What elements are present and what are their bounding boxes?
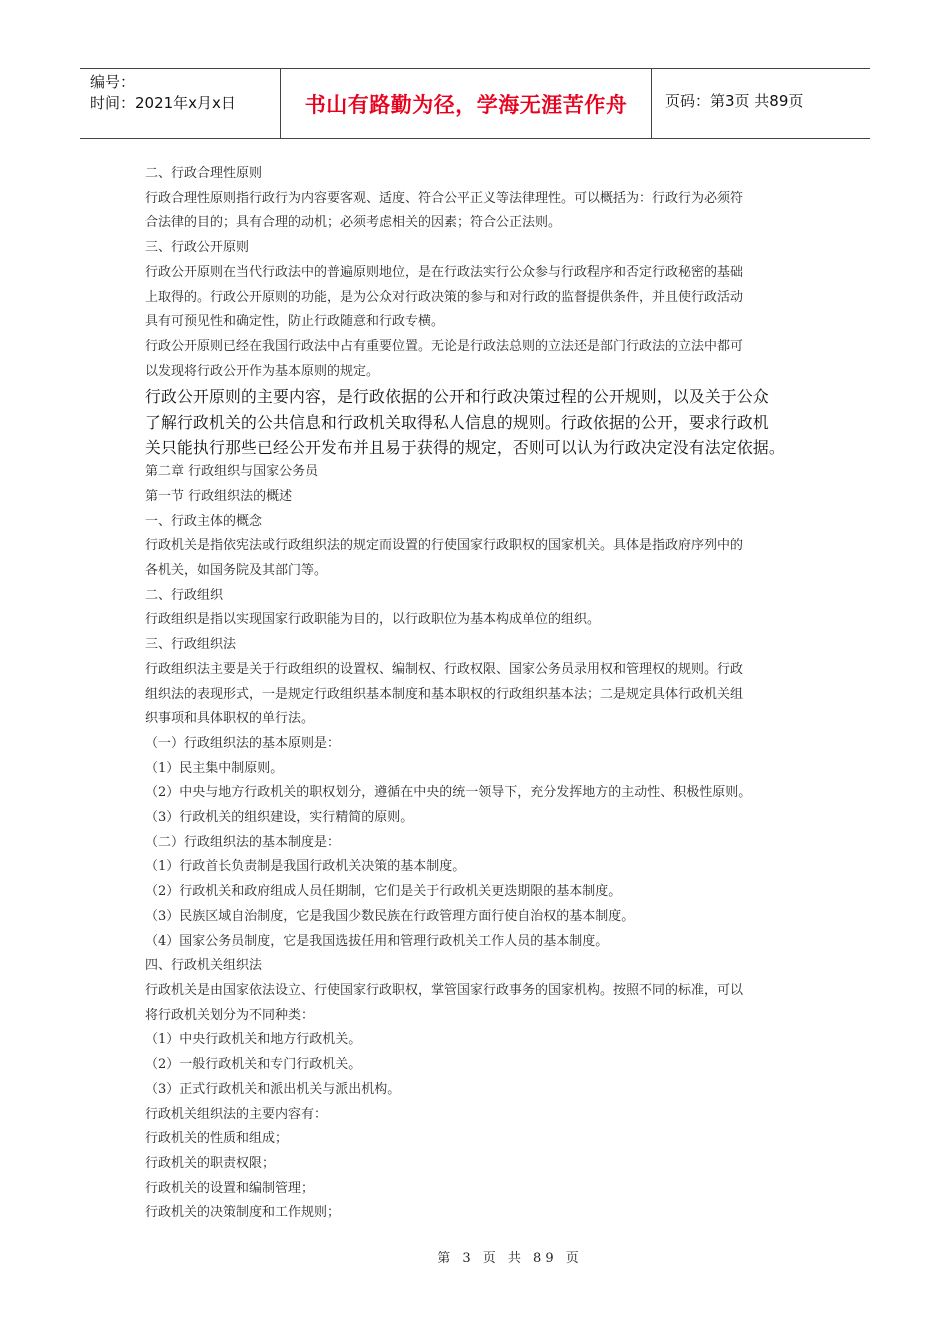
section-heading: 第一节 行政组织法的概述 <box>145 488 293 504</box>
list-item: （1）民主集中制原则。 <box>145 760 284 776</box>
header-page-info: 页码：第3页 共89页 <box>665 92 804 110</box>
list-item: （2）一般行政机关和专门行政机关。 <box>145 1057 362 1073</box>
emphasis-line: 了解行政机关的公共信息和行政机关取得私人信息的规则。行政依据的公开，要求行政机 <box>145 412 769 432</box>
document-body <box>145 162 817 1226</box>
body-line: 四、行政机关组织法 <box>145 958 263 974</box>
body-line: 行政机关是由国家依法设立、行使国家行政职权，掌管国家行政事务的国家机构。按照不同的标准，可以 <box>145 982 744 998</box>
page-footer: 第 3 页 共 89 页 <box>437 1251 583 1266</box>
list-item: （1）中央行政机关和地方行政机关。 <box>145 1032 362 1048</box>
body-line: 行政机关的决策制度和工作规则； <box>145 1205 341 1221</box>
body-line: 三、行政组织法 <box>145 637 237 653</box>
body-line: （一）行政组织法的基本原则是： <box>145 735 341 751</box>
emphasis-line: 行政公开原则的主要内容，是行政依据的公开和行政决策过程的公开规则，以及关于公众 <box>145 387 769 407</box>
body-line: 上取得的。行政公开原则的功能，是为公众对行政决策的参与和对行政的监督提供条件，并且使行政活动 <box>145 289 744 305</box>
body-line: 将行政机关划分为不同种类： <box>145 1007 315 1023</box>
body-line: 行政机关是指依宪法或行政组织法的规定而设置的行使国家行政职权的国家机关。具体是指政府序列中的 <box>145 538 744 554</box>
body-line: 各机关，如国务院及其部门等。 <box>145 563 328 579</box>
header-date-label: 时间：2021年x月x日 <box>90 94 236 112</box>
body-line: 行政组织法主要是关于行政组织的设置权、编制权、行政权限、国家公务员录用权和管理权的规则。行政 <box>145 661 744 677</box>
list-item: （2）行政机关和政府组成人员任期制，它们是关于行政机关更迭期限的基本制度。 <box>145 884 622 900</box>
header-meta <box>80 69 281 138</box>
body-line: 二、行政组织 <box>145 587 224 603</box>
body-line: 组织法的表现形式，一是规定行政组织基本制度和基本职权的行政组织基本法；二是规定具体行政机关组 <box>145 686 744 702</box>
list-item: （2）中央与地方行政机关的职权划分，遵循在中央的统一领导下，充分发挥地方的主动性、积极性原则。 <box>145 785 752 801</box>
body-line: 三、行政公开原则 <box>145 240 250 256</box>
header-motto: 书山有路勤为径，学海无涯苦作舟 <box>281 69 652 138</box>
body-line: 以发现将行政公开作为基本原则的规定。 <box>145 363 380 379</box>
body-line: （二）行政组织法的基本制度是： <box>145 834 341 850</box>
emphasis-line: 关只能执行那些已经公开发布并且易于获得的规定，否则可以认为行政决定没有法定依据。 <box>145 437 785 457</box>
list-item: （3）正式行政机关和派出机关与派出机构。 <box>145 1081 401 1097</box>
body-line: 行政机关的设置和编制管理； <box>145 1180 315 1196</box>
body-line: 行政机关的性质和组成； <box>145 1131 289 1147</box>
body-line: 行政机关组织法的主要内容有： <box>145 1106 328 1122</box>
body-line: 行政机关的职责权限； <box>145 1155 276 1171</box>
body-line: 一、行政主体的概念 <box>145 513 263 529</box>
body-line: 二、行政合理性原则 <box>145 166 263 181</box>
list-item: （3）民族区域自治制度，它是我国少数民族在行政管理方面行使自治权的基本制度。 <box>145 908 635 924</box>
body-line: 合法律的目的；具有合理的动机；必须考虑相关的因素；符合公正法则。 <box>145 215 562 231</box>
body-line: 行政组织是指以实现国家行政职能为目的，以行政职位为基本构成单位的组织。 <box>145 612 601 628</box>
header-number-label: 编号： <box>90 73 136 91</box>
body-line: 织事项和具体职权的单行法。 <box>145 711 315 727</box>
body-line: 行政合理性原则指行政行为内容要客观、适度、符合公平正义等法律理性。可以概括为：行政行为必须符 <box>145 190 744 206</box>
body-line: 行政公开原则在当代行政法中的普遍原则地位，是在行政法实行公众参与行政程序和否定行政秘密的基础 <box>145 264 744 280</box>
list-item: （1）行政首长负责制是我国行政机关决策的基本制度。 <box>145 859 466 875</box>
chapter-heading: 第二章 行政组织与国家公务员 <box>145 464 319 480</box>
list-item: （3）行政机关的组织建设，实行精简的原则。 <box>145 810 414 826</box>
page-header <box>80 68 870 139</box>
body-line: 行政公开原则已经在我国行政法中占有重要位置。无论是行政法总则的立法还是部门行政法的立法中都可 <box>145 338 744 354</box>
list-item: （4）国家公务员制度，它是我国选拔任用和管理行政机关工作人员的基本制度。 <box>145 933 609 949</box>
body-line: 具有可预见性和确定性，防止行政随意和行政专横。 <box>145 314 445 330</box>
